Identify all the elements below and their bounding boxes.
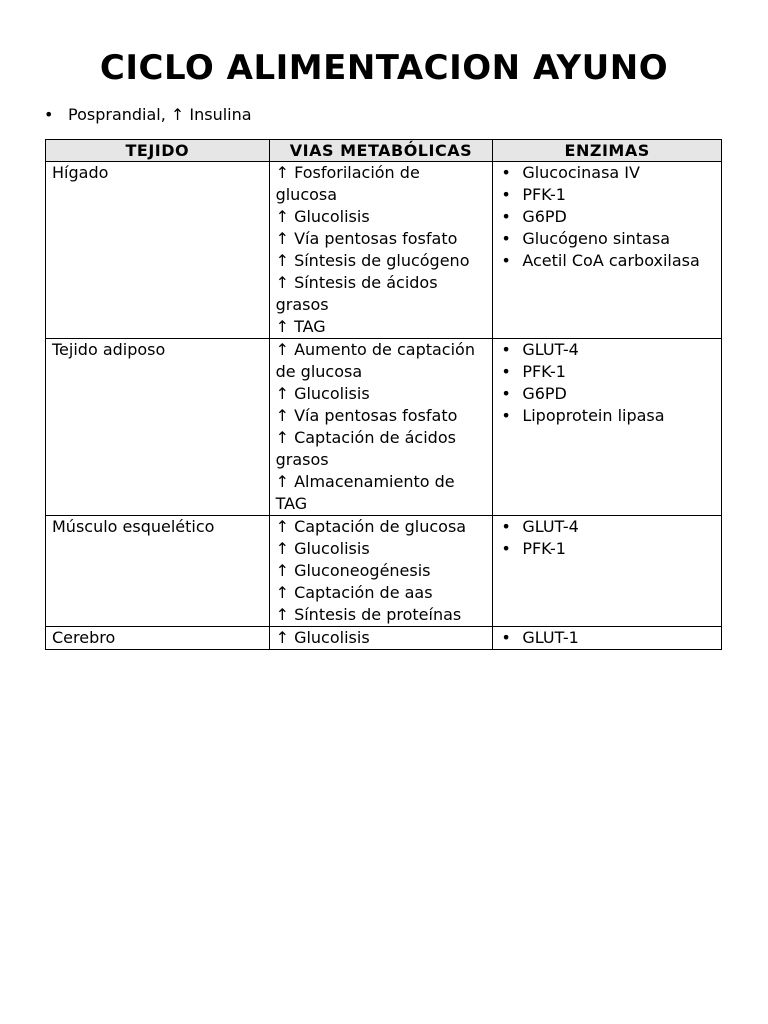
- via-item: ↑ Captación de glucosa: [275, 517, 467, 536]
- intro-text: Posprandial, ↑ Insulina: [68, 105, 252, 124]
- page-title: CICLO ALIMENTACION AYUNO: [99, 48, 669, 88]
- enzima-item: • G6PD: [499, 206, 715, 228]
- via-item: ↑ Glucolisis: [275, 628, 370, 647]
- intro-bullet: [44, 104, 252, 126]
- via-item: ↑ Síntesis de proteínas: [275, 605, 462, 624]
- via-item: ↑ Síntesis de glucógeno: [275, 251, 470, 270]
- via-item: ↑ Glucolisis: [275, 207, 370, 226]
- enzimas-list: [499, 627, 715, 649]
- table-header-row: [46, 140, 722, 162]
- enzima-item: • G6PD: [499, 383, 715, 405]
- vias-cell: [269, 162, 493, 339]
- tejido-cell: Tejido adiposo: [46, 339, 270, 516]
- table-row: [46, 516, 722, 627]
- enzima-item: • Acetil CoA carboxilasa: [499, 250, 715, 272]
- enzima-item: • Glucógeno sintasa: [499, 228, 715, 250]
- header-enzimas: ENZIMAS: [493, 140, 722, 162]
- enzimas-list: [499, 339, 715, 427]
- via-item: ↑ Glucolisis: [275, 539, 370, 558]
- via-item: ↑ Gluconeogénesis: [275, 561, 431, 580]
- tejido-cell: Cerebro: [46, 627, 270, 650]
- via-item: ↑ Aumento de captación de glucosa: [275, 340, 475, 381]
- enzimas-list: [499, 516, 715, 560]
- table-row: [46, 339, 722, 516]
- enzima-item: • GLUT-4: [499, 339, 715, 361]
- via-item: ↑ Síntesis de ácidos grasos: [275, 273, 438, 314]
- enzima-item: • PFK-1: [499, 361, 715, 383]
- table-row: [46, 627, 722, 650]
- enzimas-cell: [493, 627, 722, 650]
- enzima-item: • GLUT-4: [499, 516, 715, 538]
- vias-cell: [269, 339, 493, 516]
- enzimas-cell: [493, 516, 722, 627]
- header-vias: VIAS METABÓLICAS: [269, 140, 493, 162]
- via-item: ↑ Glucolisis: [275, 384, 370, 403]
- enzimas-list: [499, 162, 715, 272]
- enzimas-cell: [493, 162, 722, 339]
- enzima-item: • Lipoprotein lipasa: [499, 405, 715, 427]
- tejido-cell: Hígado: [46, 162, 270, 339]
- header-tejido: TEJIDO: [46, 140, 270, 162]
- enzima-item: • GLUT-1: [499, 627, 715, 649]
- vias-cell: [269, 627, 493, 650]
- via-item: ↑ Fosforilación de glucosa: [275, 163, 420, 204]
- metabolism-table: [45, 139, 722, 650]
- via-item: ↑ TAG: [275, 317, 326, 336]
- via-item: ↑ Vía pentosas fosfato: [275, 406, 458, 425]
- enzima-item: • Glucocinasa IV: [499, 162, 715, 184]
- vias-cell: [269, 516, 493, 627]
- enzima-item: • PFK-1: [499, 538, 715, 560]
- bullet-icon: •: [44, 105, 54, 124]
- tejido-cell: Músculo esquelético: [46, 516, 270, 627]
- via-item: ↑ Captación de aas: [275, 583, 433, 602]
- via-item: ↑ Captación de ácidos grasos: [275, 428, 456, 469]
- via-item: ↑ Almacenamiento de TAG: [275, 472, 455, 513]
- via-item: ↑ Vía pentosas fosfato: [275, 229, 458, 248]
- table-row: [46, 162, 722, 339]
- enzima-item: • PFK-1: [499, 184, 715, 206]
- enzimas-cell: [493, 339, 722, 516]
